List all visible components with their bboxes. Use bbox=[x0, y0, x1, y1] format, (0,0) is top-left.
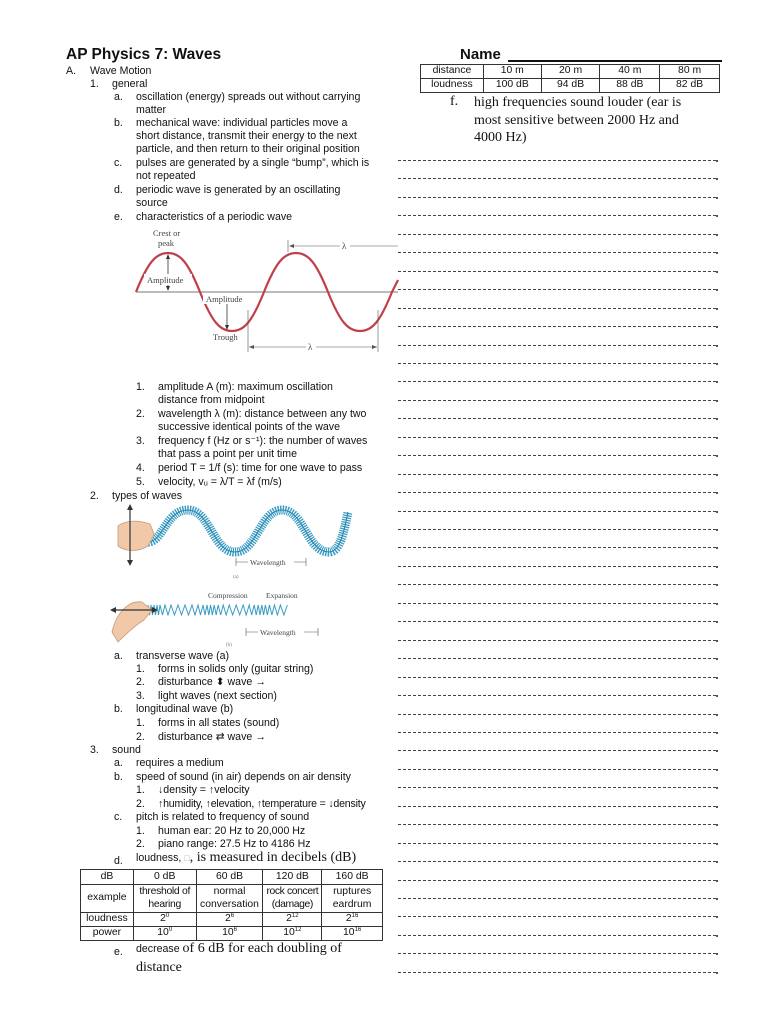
list-item-text: distance bbox=[136, 960, 182, 975]
answer-line-end-dot bbox=[716, 418, 718, 420]
types-heading: types of waves bbox=[112, 490, 183, 502]
answer-line[interactable] bbox=[398, 178, 716, 179]
answer-line-end-dot bbox=[716, 326, 718, 328]
answer-line-end-dot bbox=[716, 215, 718, 217]
item-marker: 4. bbox=[136, 462, 145, 474]
table-cell: 94 dB bbox=[541, 79, 600, 93]
table-cell: 120 dB bbox=[263, 870, 322, 885]
list-item-text: light waves (next section) bbox=[158, 690, 277, 702]
list-item-text: distance from midpoint bbox=[158, 394, 265, 406]
item-marker: 2. bbox=[136, 408, 145, 420]
answer-line[interactable] bbox=[398, 677, 716, 678]
page-title: AP Physics 7: Waves bbox=[66, 46, 222, 63]
answer-line-end-dot bbox=[716, 880, 718, 882]
table-header-cell: distance bbox=[421, 65, 484, 79]
answer-line-end-dot bbox=[716, 271, 718, 273]
wave-types-diagram bbox=[108, 502, 353, 647]
crest-label: Crest or bbox=[153, 228, 181, 238]
types-marker: 2. bbox=[90, 490, 99, 502]
item-marker: 3. bbox=[136, 690, 145, 702]
list-item-text: amplitude A (m): maximum oscillation bbox=[158, 381, 333, 393]
answer-line-end-dot bbox=[716, 677, 718, 679]
answer-line-end-dot bbox=[716, 363, 718, 365]
answer-line-end-dot bbox=[716, 584, 718, 586]
item-marker: b. bbox=[114, 703, 123, 715]
item-marker: 1. bbox=[136, 663, 145, 675]
list-item-text: matter bbox=[136, 104, 167, 116]
periodic-wave-diagram bbox=[130, 222, 400, 352]
table-cell: normal conversation bbox=[196, 885, 263, 913]
trough-label: Trough bbox=[213, 332, 238, 342]
name-label: Name bbox=[460, 46, 501, 63]
answer-line-end-dot bbox=[716, 824, 718, 826]
table-cell: $2^{16}$ bbox=[322, 913, 383, 927]
answer-line[interactable] bbox=[398, 400, 716, 401]
answer-line[interactable] bbox=[398, 234, 716, 235]
answer-line-end-dot bbox=[716, 935, 718, 937]
answer-line-end-dot bbox=[716, 732, 718, 734]
answer-line[interactable] bbox=[398, 529, 716, 530]
table-cell: 60 dB bbox=[196, 870, 263, 885]
answer-line-end-dot bbox=[716, 621, 718, 623]
answer-line-end-dot bbox=[716, 289, 718, 291]
list-item-text: mechanical wave: individual particles move a bbox=[136, 117, 348, 129]
list-item-text: velocity, vᵤ = λ/T = λf (m/s) bbox=[158, 476, 282, 488]
answer-line[interactable] bbox=[398, 418, 716, 419]
list-item-text: forms in all states (sound) bbox=[158, 717, 280, 729]
answer-line-end-dot bbox=[716, 806, 718, 808]
answer-line-end-dot bbox=[716, 898, 718, 900]
answer-line-end-dot bbox=[716, 381, 718, 383]
item-marker: 2. bbox=[136, 838, 145, 850]
answer-line-end-dot bbox=[716, 437, 718, 439]
sound-marker: 3. bbox=[90, 744, 99, 756]
answer-line-end-dot bbox=[716, 658, 718, 660]
answer-line-end-dot bbox=[716, 972, 718, 974]
list-item-text: periodic wave is generated by an oscillating bbox=[136, 184, 341, 196]
answer-line[interactable] bbox=[398, 547, 716, 548]
svg-text:(a): (a) bbox=[233, 575, 239, 580]
list-item-text: pitch is related to frequency of sound bbox=[136, 811, 310, 823]
item-marker: c. bbox=[114, 811, 123, 823]
table-cell: 88 dB bbox=[600, 79, 660, 93]
answer-line-end-dot bbox=[716, 787, 718, 789]
table-cell: 80 m bbox=[660, 65, 720, 79]
table-cell: 160 dB bbox=[322, 870, 383, 885]
answer-line[interactable] bbox=[398, 695, 716, 696]
answer-line-end-dot bbox=[716, 511, 718, 513]
list-item-text: piano range: 27.5 Hz to 4186 Hz bbox=[158, 838, 311, 850]
answer-line[interactable] bbox=[398, 658, 716, 659]
list-item-text: ↑humidity, ↑elevation, ↑temperature = ↓density bbox=[158, 798, 366, 810]
table-cell: $10^6$ bbox=[196, 927, 263, 941]
amplitude-label: Amplitude bbox=[147, 275, 184, 285]
answer-line[interactable] bbox=[398, 640, 716, 641]
list-item-text: disturbance ⬍ wave → bbox=[158, 676, 266, 688]
item-marker: 2. bbox=[136, 676, 145, 688]
answer-line[interactable] bbox=[398, 935, 716, 936]
answer-line[interactable] bbox=[398, 584, 716, 585]
answer-line-end-dot bbox=[716, 474, 718, 476]
svg-text:(b): (b) bbox=[226, 643, 232, 647]
list-item-text: source bbox=[136, 197, 168, 209]
table-header-cell: example bbox=[81, 885, 134, 913]
table-cell: threshold of hearing bbox=[133, 885, 196, 913]
table-cell: $2^0$ bbox=[133, 913, 196, 927]
item-marker: 3. bbox=[136, 435, 145, 447]
table-cell: 100 dB bbox=[483, 79, 541, 93]
item-marker: a. bbox=[114, 757, 123, 769]
item-marker: 2. bbox=[136, 731, 145, 743]
list-item-text: forms in solids only (guitar string) bbox=[158, 663, 314, 675]
answer-line-end-dot bbox=[716, 252, 718, 254]
list-item-text: human ear: 20 Hz to 20,000 Hz bbox=[158, 825, 306, 837]
answer-line-end-dot bbox=[716, 455, 718, 457]
item-marker: 2. bbox=[136, 798, 145, 810]
answer-line-end-dot bbox=[716, 843, 718, 845]
list-item-text: not repeated bbox=[136, 170, 196, 182]
answer-line[interactable] bbox=[398, 160, 716, 161]
list-item-text: requires a medium bbox=[136, 757, 224, 769]
list-item-text: disturbance ⇄ wave → bbox=[158, 731, 266, 743]
answer-line-end-dot bbox=[716, 916, 718, 918]
table-cell: ruptures eardrum bbox=[322, 885, 383, 913]
list-item-text: that pass a point per unit time bbox=[158, 448, 297, 460]
item-marker: 1. bbox=[136, 784, 145, 796]
expansion-label: Expansion bbox=[266, 591, 298, 600]
table-cell: $10^{12}$ bbox=[263, 927, 322, 941]
answer-line-end-dot bbox=[716, 400, 718, 402]
table-cell: 40 m bbox=[600, 65, 660, 79]
answer-line-end-dot bbox=[716, 178, 718, 180]
table-header-cell: dB bbox=[81, 870, 134, 885]
answer-line[interactable] bbox=[398, 824, 716, 825]
table-cell: 0 dB bbox=[133, 870, 196, 885]
list-item-text: wavelength λ (m): distance between any two bbox=[158, 408, 367, 420]
answer-line[interactable] bbox=[398, 769, 716, 770]
answer-line-end-dot bbox=[716, 640, 718, 642]
answer-line[interactable] bbox=[398, 603, 716, 604]
answer-line-end-dot bbox=[716, 492, 718, 494]
table-cell: $2^{12}$ bbox=[263, 913, 322, 927]
list-item-text: particle, and then return to their original position bbox=[136, 143, 360, 155]
item-marker: d. bbox=[114, 184, 123, 196]
item-marker: d. bbox=[114, 855, 123, 867]
answer-line-end-dot bbox=[716, 769, 718, 771]
answer-line[interactable] bbox=[398, 916, 716, 917]
answer-line-end-dot bbox=[716, 861, 718, 863]
answer-line[interactable] bbox=[398, 215, 716, 216]
table-cell: $10^0$ bbox=[133, 927, 196, 941]
table-cell: 20 m bbox=[541, 65, 600, 79]
list-item-text: transverse wave (a) bbox=[136, 650, 230, 662]
sound-heading: sound bbox=[112, 744, 141, 756]
answer-line[interactable] bbox=[398, 787, 716, 788]
list-item-text: pulses are generated by a single “bump”, which is bbox=[136, 157, 370, 169]
section-a-marker: A. bbox=[66, 65, 77, 77]
compression-label: Compression bbox=[208, 591, 248, 600]
loudness-line: loudness, □, is measured in decibels (dB) bbox=[136, 850, 357, 865]
answer-line[interactable] bbox=[398, 566, 716, 567]
list-item-text: longitudinal wave (b) bbox=[136, 703, 234, 715]
answer-line-end-dot bbox=[716, 529, 718, 531]
answer-line-end-dot bbox=[716, 953, 718, 955]
svg-text:peak: peak bbox=[158, 238, 175, 248]
answer-line[interactable] bbox=[398, 492, 716, 493]
item-marker: a. bbox=[114, 650, 123, 662]
answer-line-end-dot bbox=[716, 566, 718, 568]
item-marker: b. bbox=[114, 771, 123, 783]
answer-line[interactable] bbox=[398, 714, 716, 715]
answer-line[interactable] bbox=[398, 308, 716, 309]
item-marker: 1. bbox=[136, 717, 145, 729]
answer-line[interactable] bbox=[398, 455, 716, 456]
wavelength-label: Wavelength bbox=[250, 558, 286, 567]
table-cell: $10^{16}$ bbox=[322, 927, 383, 941]
name-input-line[interactable] bbox=[508, 60, 722, 62]
answer-line[interactable] bbox=[398, 806, 716, 807]
table-cell: 82 dB bbox=[660, 79, 720, 93]
distance-loudness-table bbox=[420, 64, 720, 93]
answer-line[interactable] bbox=[398, 345, 716, 346]
list-item-text: speed of sound (in air) depends on air density bbox=[136, 771, 351, 783]
answer-line[interactable] bbox=[398, 953, 716, 954]
answer-line-end-dot bbox=[716, 714, 718, 716]
amplitude-label: Amplitude bbox=[206, 294, 243, 304]
answer-line[interactable] bbox=[398, 289, 716, 290]
answer-line[interactable] bbox=[398, 381, 716, 382]
item-marker: f. bbox=[450, 94, 459, 109]
section-a-heading: Wave Motion bbox=[90, 65, 152, 77]
item-marker: e. bbox=[114, 211, 123, 223]
answer-line[interactable] bbox=[398, 197, 716, 198]
answer-line-end-dot bbox=[716, 695, 718, 697]
answer-line-end-dot bbox=[716, 750, 718, 752]
item-marker: e. bbox=[114, 946, 123, 958]
table-header-cell: loudness bbox=[81, 913, 134, 927]
list-item-text: frequency f (Hz or s⁻¹): the number of waves bbox=[158, 435, 368, 447]
item-marker: c. bbox=[114, 157, 123, 169]
item-marker: a. bbox=[114, 91, 123, 103]
general-marker: 1. bbox=[90, 78, 99, 90]
table-header-cell: loudness bbox=[421, 79, 484, 93]
answer-line-end-dot bbox=[716, 160, 718, 162]
answer-line[interactable] bbox=[398, 271, 716, 272]
list-item-text: oscillation (energy) spreads out without carrying bbox=[136, 91, 361, 103]
wavelength-symbol: λ bbox=[342, 241, 347, 251]
answer-line[interactable] bbox=[398, 732, 716, 733]
wavelength-label: Wavelength bbox=[260, 628, 296, 637]
answer-line[interactable] bbox=[398, 363, 716, 364]
answer-line[interactable] bbox=[398, 861, 716, 862]
list-item-text: short distance, transmit their energy to the next bbox=[136, 130, 357, 142]
list-item-text: ↓density = ↑velocity bbox=[158, 784, 250, 796]
answer-line-end-dot bbox=[716, 234, 718, 236]
item-marker: b. bbox=[114, 117, 123, 129]
answer-line[interactable] bbox=[398, 898, 716, 899]
answer-line-end-dot bbox=[716, 308, 718, 310]
answer-line[interactable] bbox=[398, 750, 716, 751]
answer-line[interactable] bbox=[398, 621, 716, 622]
answer-line-end-dot bbox=[716, 603, 718, 605]
table-cell: 10 m bbox=[483, 65, 541, 79]
list-item-text: high frequencies sound louder (ear is most sensitive between 2000 Hz and 4000 Hz) bbox=[474, 95, 682, 145]
answer-line-end-dot bbox=[716, 197, 718, 199]
decibel-table bbox=[80, 869, 383, 941]
answer-line[interactable] bbox=[398, 880, 716, 881]
answer-line[interactable] bbox=[398, 972, 716, 973]
answer-line[interactable] bbox=[398, 474, 716, 475]
list-item-text: successive identical points of the wave bbox=[158, 421, 340, 433]
list-item-text: characteristics of a periodic wave bbox=[136, 211, 293, 223]
answer-line-end-dot bbox=[716, 345, 718, 347]
answer-line[interactable] bbox=[398, 511, 716, 512]
table-cell: $2^6$ bbox=[196, 913, 263, 927]
list-item-text: decrease of 6 dB for each doubling of bbox=[136, 941, 342, 956]
answer-line[interactable] bbox=[398, 843, 716, 844]
item-marker: 5. bbox=[136, 476, 145, 488]
table-header-cell: power bbox=[81, 927, 134, 941]
general-heading: general bbox=[112, 78, 148, 90]
table-cell: rock concert (damage) bbox=[263, 885, 322, 913]
list-item-text: period T = 1/f (s): time for one wave to pass bbox=[158, 462, 363, 474]
answer-line[interactable] bbox=[398, 252, 716, 253]
answer-line[interactable] bbox=[398, 326, 716, 327]
wavelength-symbol: λ bbox=[308, 342, 313, 352]
loudness-symbol-icon: □ bbox=[184, 853, 190, 863]
item-marker: 1. bbox=[136, 381, 145, 393]
item-marker: 1. bbox=[136, 825, 145, 837]
answer-line-end-dot bbox=[716, 547, 718, 549]
answer-line[interactable] bbox=[398, 437, 716, 438]
